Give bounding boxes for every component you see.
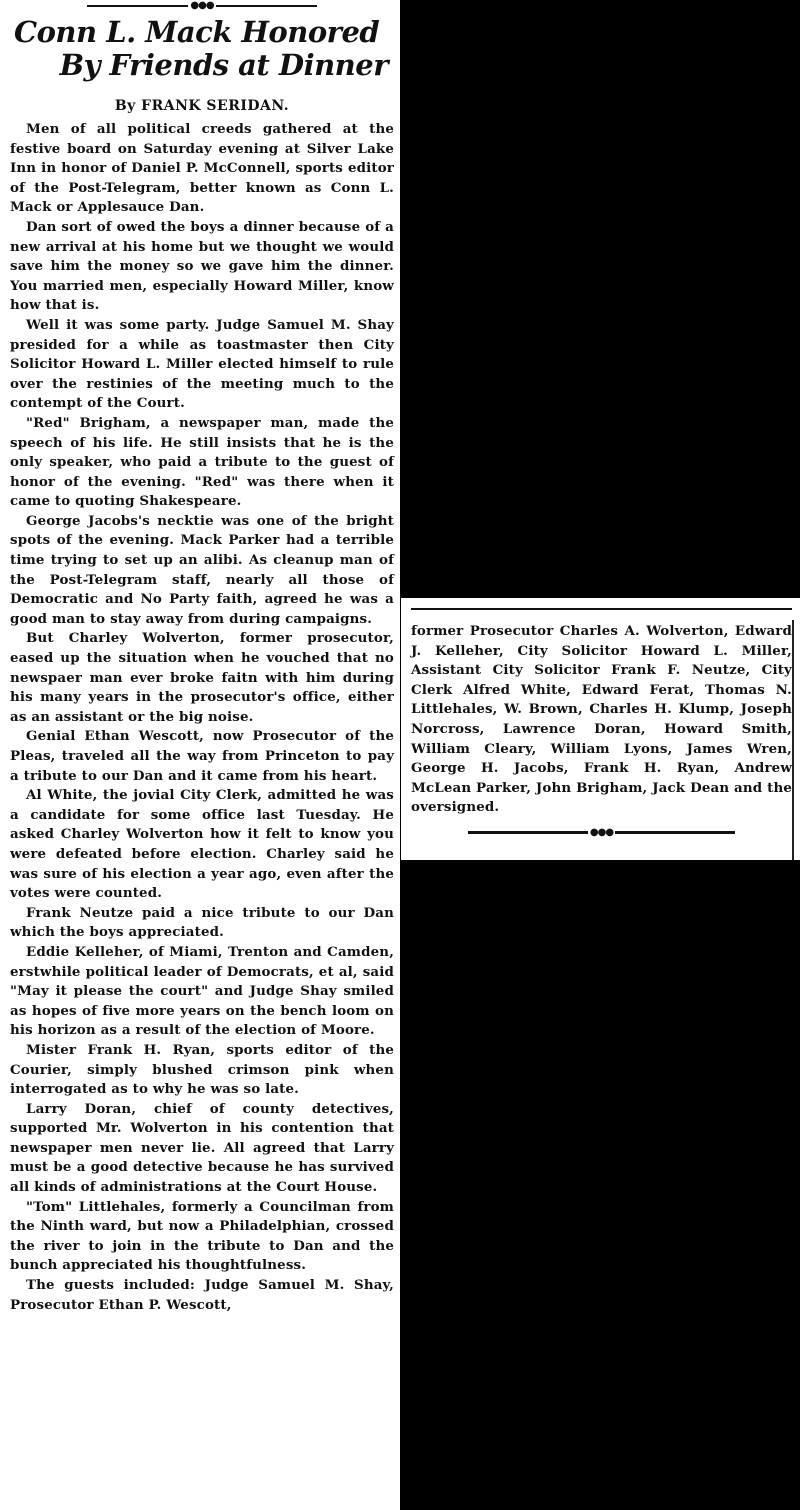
top-ornament-rule: ●●● — [87, 0, 317, 12]
paragraph: Larry Doran, chief of county detectives, supported Mr. Wolverton in his contention that newspaper men never lie. All agreed that Larry must be a good detective because he has survived all kinds of administrations at the Court House. — [10, 1100, 394, 1196]
paragraph: Frank Neutze paid a nice tribute to our Dan which the boys appreciated. — [10, 904, 394, 941]
paragraph: The guests included: Judge Samuel M. Shay, Prosecutor Ethan P. Wescott, — [10, 1277, 394, 1313]
paragraph: Al White, the jovial City Clerk, admitted he was a candidate for some office last Tuesday. He asked Charley Wolverton how it felt to know you were defeated before election. Charley said he was sure of his election a year ago, even after the votes were counted. — [10, 787, 394, 902]
column-right-rule — [792, 620, 794, 860]
paragraph: "Tom" Littlehales, formerly a Councilman from the Ninth ward, but now a Philadelphian, crossed the river to join in the tribute to Dan and the bunch appreciated his thoughtfulness. — [10, 1198, 394, 1274]
paragraph: "Red" Brigham, a newspaper man, made the speech of his life. He still insists that he is the only speaker, who paid a tribute to the guest of honor of the evening. "Red" was there when it came to quoting Shakespeare. — [10, 414, 394, 510]
headline-line-2: By Friends at Dinner — [59, 48, 388, 82]
end-ornament-rule: ●●● — [468, 828, 735, 838]
paragraph: But Charley Wolverton, former prosecutor, eased up the situation when he vouched that no newspaer man ever broke faitn with him during his many years in the prosecutor's office, either as an assistant or the big noise. — [10, 630, 394, 725]
paragraph: Eddie Kelleher, of Miami, Trenton and Camden, erstwhile political leader of Democrats, et al, said "May it please the court" and Judge Shay smiled as hopes of five more years on the bench loom on his horizon as a result of the election of Moore. — [10, 943, 394, 1039]
headline — [10, 16, 394, 82]
article-body — [10, 120, 394, 1315]
article-column-2 — [401, 598, 800, 860]
continuation-paragraph: former Prosecutor Charles A. Wolverton, Edward J. Kelleher, City Solicitor Howard L. Miller, Assistant City Solicitor Frank F. Neutze, City Clerk Alfred White, Edward Ferat, Thomas N. Littlehales, W. Brown, Charles H. Klump, Joseph Norcross, Lawrence Doran, Howard Smith, William Cleary, William Lyons, James Wren, George H. Jacobs, Frank H. Ryan, Andrew McLean Parker, John Brigham, Jack Dean and the oversigned. — [411, 623, 792, 816]
column-top-rule — [411, 608, 792, 610]
paragraph: Men of all political creeds gathered at the festive board on Saturday evening at Silver Lake Inn in honor of Daniel P. McConnell, sports editor of the Post-Telegram, better known as Conn L. Mack or Applesauce Dan. — [10, 121, 394, 216]
paragraph: Well it was some party. Judge Samuel M. Shay presided for a while as toastmaster then City Solicitor Howard L. Miller elected himself to rule over the restinies of the meeting much to the contempt of the Court. — [10, 316, 394, 412]
paragraph: George Jacobs's necktie was one of the bright spots of the evening. Mack Parker had a terrible time trying to set up an alibi. As cleanup man of the Post-Telegram staff, nearly all those of Democratic and No Party faith, agreed he was a good man to stay away from during campaigns. — [10, 512, 394, 627]
paragraph: Dan sort of owed the boys a dinner because of a new arrival at his home but we thought we would save him the money so we gave him the dinner. You married men, especially Howard Miller, know how that is. — [10, 218, 394, 314]
article-continuation — [411, 622, 792, 818]
byline: By FRANK SERIDAN. — [114, 98, 290, 114]
paragraph: Mister Frank H. Ryan, sports editor of the Courier, simply blushed crimson pink when interrogated as to why he was so late. — [10, 1041, 394, 1098]
headline-line-1: Conn L. Mack Honored — [14, 15, 380, 49]
paragraph: Genial Ethan Wescott, now Prosecutor of the Pleas, traveled all the way from Princeton to pay a tribute to our Dan and it came from his heart. — [10, 728, 394, 784]
